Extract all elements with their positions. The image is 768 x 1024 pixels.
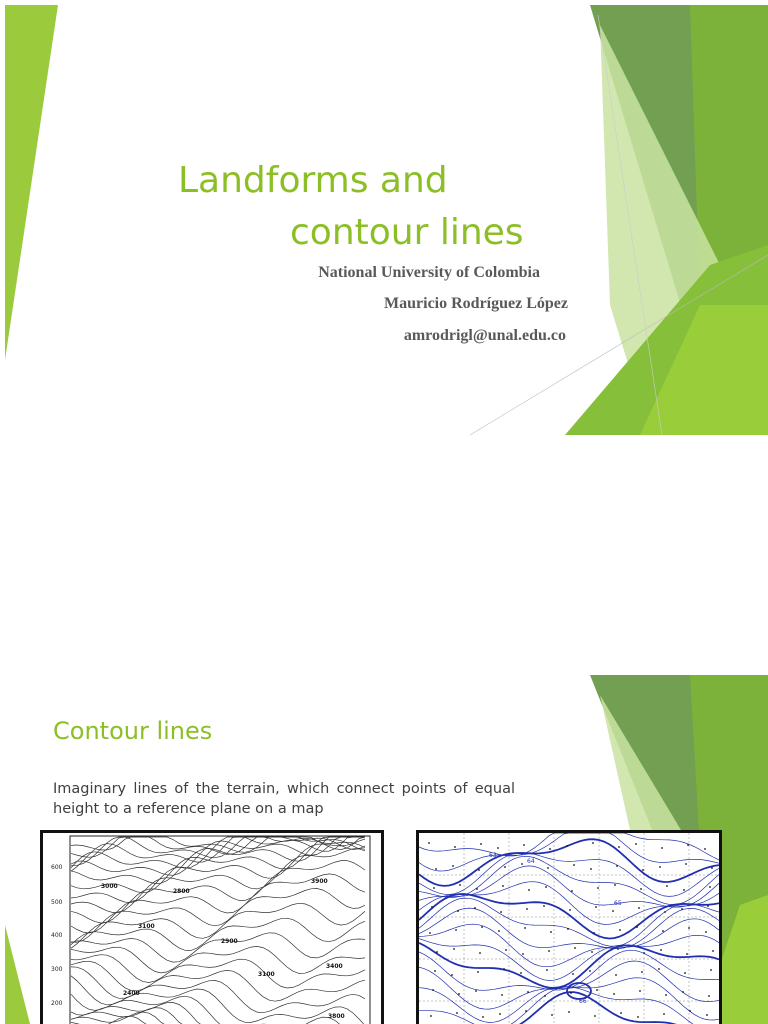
survey-point	[570, 992, 572, 994]
survey-point	[524, 927, 526, 929]
survey-point	[436, 951, 438, 953]
survey-point	[454, 846, 456, 848]
survey-point	[526, 908, 528, 910]
contour-line	[71, 976, 365, 1024]
survey-point	[709, 886, 711, 888]
survey-point	[636, 926, 638, 928]
survey-point	[546, 969, 548, 971]
survey-point	[567, 928, 569, 930]
survey-point	[520, 972, 522, 974]
survey-point	[430, 1015, 432, 1017]
contour-label: 3100	[138, 923, 155, 930]
survey-point	[458, 993, 460, 995]
survey-point	[482, 1016, 484, 1018]
survey-point	[658, 968, 660, 970]
contour-line	[419, 894, 719, 939]
contour-label: 64	[527, 858, 535, 865]
contour-label: 3000	[101, 883, 118, 890]
survey-point	[504, 866, 506, 868]
survey-point	[545, 886, 547, 888]
survey-point	[681, 908, 683, 910]
left-green-triangle	[5, 5, 58, 360]
survey-point	[596, 989, 598, 991]
survey-point	[686, 953, 688, 955]
survey-point	[659, 866, 661, 868]
survey-point	[642, 869, 644, 871]
contour-map-right-svg	[419, 833, 719, 1024]
survey-point	[708, 995, 710, 997]
survey-point	[684, 972, 686, 974]
survey-point	[522, 953, 524, 955]
email-text: amrodrigl@unal.edu.co	[403, 327, 566, 344]
survey-point	[687, 844, 689, 846]
survey-point	[619, 929, 621, 931]
survey-point	[595, 906, 597, 908]
contour-map-right	[416, 830, 722, 1024]
survey-point	[479, 952, 481, 954]
survey-point	[666, 885, 668, 887]
author-text: Mauricio Rodríguez López	[384, 295, 568, 312]
contour-line	[71, 946, 365, 973]
survey-point	[613, 993, 615, 995]
survey-point	[660, 949, 662, 951]
survey-point	[617, 948, 619, 950]
y-tick-200: 200	[51, 1000, 63, 1007]
contour-lines	[71, 837, 365, 1024]
survey-point	[434, 970, 436, 972]
survey-point	[640, 888, 642, 890]
contour-label: 3800	[328, 1013, 345, 1020]
survey-point	[457, 910, 459, 912]
survey-point	[620, 1012, 622, 1014]
contour-label: 66	[579, 998, 587, 1005]
survey-point	[433, 887, 435, 889]
survey-point	[498, 930, 500, 932]
survey-point	[551, 1014, 553, 1016]
survey-point	[550, 931, 552, 933]
survey-point	[706, 1014, 708, 1016]
survey-point	[574, 947, 576, 949]
survey-point	[688, 927, 690, 929]
survey-point	[521, 863, 523, 865]
contour-lines-slide	[0, 675, 768, 1024]
survey-point	[478, 869, 480, 871]
survey-point	[711, 867, 713, 869]
survey-point	[639, 990, 641, 992]
survey-point	[548, 950, 550, 952]
survey-point	[480, 843, 482, 845]
contour-label: 3100	[258, 971, 275, 978]
survey-point	[566, 845, 568, 847]
survey-point	[573, 864, 575, 866]
survey-point	[664, 911, 666, 913]
survey-point	[616, 865, 618, 867]
survey-point	[572, 973, 574, 975]
survey-point	[476, 888, 478, 890]
survey-point	[475, 990, 477, 992]
contour-line	[71, 839, 365, 903]
contour-label: 2900	[221, 938, 238, 945]
survey-point	[638, 907, 640, 909]
survey-point	[712, 950, 714, 952]
survey-point	[497, 847, 499, 849]
survey-point	[612, 910, 614, 912]
contour-line	[71, 918, 365, 950]
survey-point	[459, 884, 461, 886]
closed-contour	[567, 983, 591, 999]
contour-line	[71, 967, 365, 1013]
contour-map-left	[43, 833, 381, 1024]
survey-point	[435, 868, 437, 870]
survey-point	[641, 971, 643, 973]
survey-point	[428, 842, 430, 844]
survey-point	[429, 932, 431, 934]
survey-point	[503, 968, 505, 970]
contour-line	[71, 889, 365, 943]
survey-point	[665, 994, 667, 996]
survey-point	[637, 1016, 639, 1018]
contour-label: 3900	[311, 878, 328, 885]
survey-point	[618, 846, 620, 848]
survey-point	[635, 843, 637, 845]
y-tick-500: 500	[51, 899, 63, 906]
survey-point	[505, 949, 507, 951]
survey-point	[544, 995, 546, 997]
survey-point	[451, 974, 453, 976]
survey-point	[502, 885, 504, 887]
survey-point	[477, 971, 479, 973]
survey-point	[528, 889, 530, 891]
topographic-map-left	[40, 830, 384, 1024]
survey-point	[661, 847, 663, 849]
survey-point	[571, 890, 573, 892]
survey-point	[689, 1010, 691, 1012]
title-line-1: Landforms and	[178, 160, 448, 201]
survey-point	[453, 948, 455, 950]
institution-text: National University of Colombia	[318, 264, 540, 281]
survey-point	[685, 863, 687, 865]
contour-label: 2400	[123, 990, 140, 997]
contour-line	[71, 955, 365, 988]
survey-point	[527, 991, 529, 993]
survey-point	[594, 1015, 596, 1017]
survey-point	[525, 1010, 527, 1012]
contour-line	[71, 837, 365, 857]
survey-point	[549, 848, 551, 850]
slide-title: Contour lines	[53, 717, 213, 745]
contour-label: 2800	[173, 888, 190, 895]
survey-point	[569, 909, 571, 911]
survey-point	[455, 929, 457, 931]
survey-point	[707, 905, 709, 907]
left-green-triangle-small	[5, 925, 30, 1024]
survey-point	[481, 926, 483, 928]
contour-label: 63	[489, 852, 497, 859]
y-tick-300: 300	[51, 966, 63, 973]
slide-body-text: Imaginary lines of the terrain, which connect points of equal height to a reference plane on a map	[53, 781, 515, 817]
survey-point	[643, 952, 645, 954]
survey-point	[499, 1013, 501, 1015]
survey-point	[523, 844, 525, 846]
survey-point	[614, 884, 616, 886]
survey-point	[705, 931, 707, 933]
survey-point	[704, 848, 706, 850]
y-tick-400: 400	[51, 932, 63, 939]
survey-point	[432, 989, 434, 991]
survey-point	[474, 907, 476, 909]
survey-point	[597, 887, 599, 889]
survey-point	[501, 994, 503, 996]
survey-point	[663, 1013, 665, 1015]
contour-line	[71, 903, 365, 948]
survey-point	[590, 868, 592, 870]
survey-point	[710, 969, 712, 971]
y-tick-600: 600	[51, 864, 63, 871]
survey-point	[589, 970, 591, 972]
survey-point	[615, 974, 617, 976]
survey-point	[682, 991, 684, 993]
contour-label: 65	[614, 900, 622, 907]
survey-point	[662, 930, 664, 932]
title-slide	[0, 5, 768, 435]
survey-point	[456, 1012, 458, 1014]
survey-point	[452, 865, 454, 867]
survey-point	[591, 951, 593, 953]
survey-point	[543, 905, 545, 907]
survey-point	[593, 932, 595, 934]
survey-point	[683, 889, 685, 891]
survey-point	[500, 911, 502, 913]
survey-point	[568, 1011, 570, 1013]
title-line-2: contour lines	[290, 212, 524, 253]
survey-point	[547, 867, 549, 869]
contour-label: 3400	[326, 963, 343, 970]
contour-line	[71, 994, 365, 1024]
survey-point	[431, 906, 433, 908]
survey-point	[592, 842, 594, 844]
